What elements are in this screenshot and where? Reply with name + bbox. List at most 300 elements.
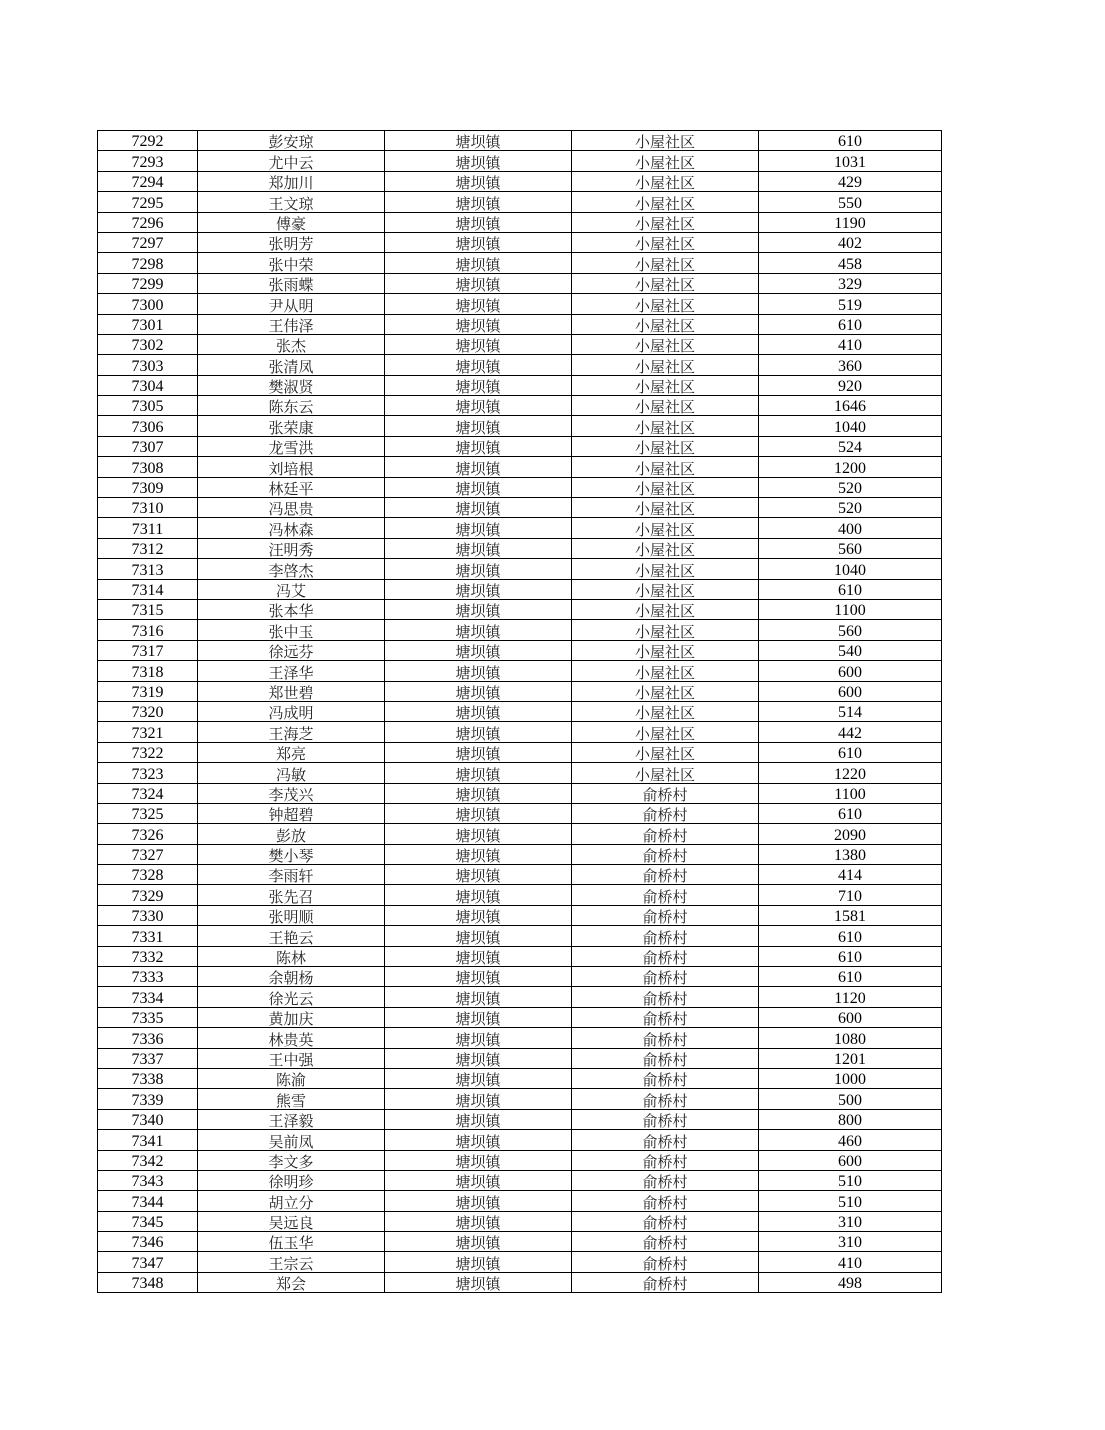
name-cell: 陈林 — [198, 946, 385, 966]
table-row — [98, 701, 942, 721]
table-row — [98, 1191, 942, 1211]
name-cell: 张本华 — [198, 599, 385, 619]
table-row — [98, 498, 942, 518]
row-number-cell: 7305 — [98, 396, 198, 416]
town-cell: 塘坝镇 — [385, 232, 572, 252]
row-number-cell: 7318 — [98, 661, 198, 681]
name-cell: 李雨轩 — [198, 865, 385, 885]
name-cell: 陈东云 — [198, 396, 385, 416]
row-number-cell: 7336 — [98, 1028, 198, 1048]
row-number-cell: 7301 — [98, 314, 198, 334]
amount-cell: 1220 — [759, 763, 942, 783]
amount-cell: 550 — [759, 192, 942, 212]
table-row — [98, 640, 942, 660]
table-body — [98, 131, 942, 1293]
name-cell: 龙雪洪 — [198, 436, 385, 456]
amount-cell: 329 — [759, 273, 942, 293]
table-row — [98, 844, 942, 864]
name-cell: 王泽华 — [198, 661, 385, 681]
table-row — [98, 1007, 942, 1027]
village-cell: 俞桥村 — [572, 987, 759, 1007]
village-cell: 小屋社区 — [572, 314, 759, 334]
name-cell: 胡立分 — [198, 1191, 385, 1211]
table-row — [98, 375, 942, 395]
row-number-cell: 7341 — [98, 1130, 198, 1150]
row-number-cell: 7306 — [98, 416, 198, 436]
name-cell: 郑加川 — [198, 171, 385, 191]
table-row — [98, 987, 942, 1007]
row-number-cell: 7295 — [98, 192, 198, 212]
town-cell: 塘坝镇 — [385, 803, 572, 823]
name-cell: 钟超碧 — [198, 803, 385, 823]
name-cell: 伍玉华 — [198, 1232, 385, 1252]
amount-cell: 610 — [759, 967, 942, 987]
table-row — [98, 1109, 942, 1129]
table-row — [98, 803, 942, 823]
name-cell: 张雨蝶 — [198, 273, 385, 293]
village-cell: 俞桥村 — [572, 1089, 759, 1109]
village-cell: 小屋社区 — [572, 640, 759, 660]
name-cell: 王宗云 — [198, 1252, 385, 1272]
town-cell: 塘坝镇 — [385, 294, 572, 314]
village-cell: 俞桥村 — [572, 1048, 759, 1068]
table-row — [98, 314, 942, 334]
village-cell: 小屋社区 — [572, 477, 759, 497]
village-cell: 小屋社区 — [572, 599, 759, 619]
name-cell: 林贵英 — [198, 1028, 385, 1048]
village-cell: 小屋社区 — [572, 375, 759, 395]
table-row — [98, 865, 942, 885]
town-cell: 塘坝镇 — [385, 1211, 572, 1231]
amount-cell: 540 — [759, 640, 942, 660]
amount-cell: 1120 — [759, 987, 942, 1007]
name-cell: 张中荣 — [198, 253, 385, 273]
row-number-cell: 7327 — [98, 844, 198, 864]
village-cell: 俞桥村 — [572, 824, 759, 844]
amount-cell: 560 — [759, 620, 942, 640]
table-row — [98, 620, 942, 640]
village-cell: 小屋社区 — [572, 232, 759, 252]
village-cell: 小屋社区 — [572, 212, 759, 232]
name-cell: 张中玉 — [198, 620, 385, 640]
village-cell: 小屋社区 — [572, 171, 759, 191]
village-cell: 俞桥村 — [572, 885, 759, 905]
amount-cell: 610 — [759, 131, 942, 151]
town-cell: 塘坝镇 — [385, 1150, 572, 1170]
town-cell: 塘坝镇 — [385, 579, 572, 599]
name-cell: 冯艾 — [198, 579, 385, 599]
town-cell: 塘坝镇 — [385, 457, 572, 477]
town-cell: 塘坝镇 — [385, 701, 572, 721]
village-cell: 小屋社区 — [572, 294, 759, 314]
town-cell: 塘坝镇 — [385, 1048, 572, 1068]
row-number-cell: 7307 — [98, 436, 198, 456]
amount-cell: 2090 — [759, 824, 942, 844]
village-cell: 小屋社区 — [572, 436, 759, 456]
row-number-cell: 7334 — [98, 987, 198, 1007]
amount-cell: 800 — [759, 1109, 942, 1129]
town-cell: 塘坝镇 — [385, 783, 572, 803]
name-cell: 徐远芬 — [198, 640, 385, 660]
amount-cell: 610 — [759, 314, 942, 334]
table-row — [98, 131, 942, 151]
row-number-cell: 7333 — [98, 967, 198, 987]
village-cell: 俞桥村 — [572, 905, 759, 925]
table-row — [98, 824, 942, 844]
village-cell: 俞桥村 — [572, 1109, 759, 1129]
table-row — [98, 1048, 942, 1068]
amount-cell: 1380 — [759, 844, 942, 864]
row-number-cell: 7293 — [98, 151, 198, 171]
village-cell: 俞桥村 — [572, 1068, 759, 1088]
name-cell: 李茂兴 — [198, 783, 385, 803]
row-number-cell: 7332 — [98, 946, 198, 966]
town-cell: 塘坝镇 — [385, 824, 572, 844]
table-row — [98, 1232, 942, 1252]
row-number-cell: 7339 — [98, 1089, 198, 1109]
town-cell: 塘坝镇 — [385, 844, 572, 864]
name-cell: 张先召 — [198, 885, 385, 905]
village-cell: 俞桥村 — [572, 803, 759, 823]
row-number-cell: 7331 — [98, 926, 198, 946]
data-table — [97, 130, 942, 1293]
table-row — [98, 518, 942, 538]
name-cell: 徐光云 — [198, 987, 385, 1007]
town-cell: 塘坝镇 — [385, 212, 572, 232]
name-cell: 彭安琼 — [198, 131, 385, 151]
village-cell: 小屋社区 — [572, 579, 759, 599]
name-cell: 王文琼 — [198, 192, 385, 212]
village-cell: 小屋社区 — [572, 722, 759, 742]
table-row — [98, 1089, 942, 1109]
town-cell: 塘坝镇 — [385, 396, 572, 416]
name-cell: 傅豪 — [198, 212, 385, 232]
name-cell: 张明芳 — [198, 232, 385, 252]
row-number-cell: 7311 — [98, 518, 198, 538]
village-cell: 小屋社区 — [572, 192, 759, 212]
row-number-cell: 7343 — [98, 1170, 198, 1190]
amount-cell: 524 — [759, 436, 942, 456]
village-cell: 小屋社区 — [572, 620, 759, 640]
table-row — [98, 273, 942, 293]
town-cell: 塘坝镇 — [385, 538, 572, 558]
village-cell: 俞桥村 — [572, 1130, 759, 1150]
row-number-cell: 7296 — [98, 212, 198, 232]
table-row — [98, 192, 942, 212]
table-row — [98, 926, 942, 946]
row-number-cell: 7315 — [98, 599, 198, 619]
amount-cell: 410 — [759, 334, 942, 354]
amount-cell: 402 — [759, 232, 942, 252]
village-cell: 小屋社区 — [572, 498, 759, 518]
amount-cell: 600 — [759, 1150, 942, 1170]
amount-cell: 1080 — [759, 1028, 942, 1048]
amount-cell: 600 — [759, 1007, 942, 1027]
row-number-cell: 7304 — [98, 375, 198, 395]
amount-cell: 500 — [759, 1089, 942, 1109]
town-cell: 塘坝镇 — [385, 375, 572, 395]
row-number-cell: 7324 — [98, 783, 198, 803]
amount-cell: 1031 — [759, 151, 942, 171]
row-number-cell: 7294 — [98, 171, 198, 191]
village-cell: 小屋社区 — [572, 538, 759, 558]
name-cell: 徐明珍 — [198, 1170, 385, 1190]
name-cell: 李啓杰 — [198, 559, 385, 579]
town-cell: 塘坝镇 — [385, 661, 572, 681]
name-cell: 郑亮 — [198, 742, 385, 762]
row-number-cell: 7299 — [98, 273, 198, 293]
row-number-cell: 7325 — [98, 803, 198, 823]
town-cell: 塘坝镇 — [385, 926, 572, 946]
amount-cell: 458 — [759, 253, 942, 273]
name-cell: 王海芝 — [198, 722, 385, 742]
town-cell: 塘坝镇 — [385, 640, 572, 660]
table-row — [98, 212, 942, 232]
table-row — [98, 885, 942, 905]
amount-cell: 600 — [759, 681, 942, 701]
village-cell: 小屋社区 — [572, 661, 759, 681]
town-cell: 塘坝镇 — [385, 253, 572, 273]
table-row — [98, 396, 942, 416]
town-cell: 塘坝镇 — [385, 559, 572, 579]
row-number-cell: 7313 — [98, 559, 198, 579]
name-cell: 熊雪 — [198, 1089, 385, 1109]
village-cell: 小屋社区 — [572, 681, 759, 701]
row-number-cell: 7340 — [98, 1109, 198, 1129]
name-cell: 李文多 — [198, 1150, 385, 1170]
amount-cell: 519 — [759, 294, 942, 314]
village-cell: 俞桥村 — [572, 865, 759, 885]
table-row — [98, 742, 942, 762]
town-cell: 塘坝镇 — [385, 1089, 572, 1109]
table-row — [98, 253, 942, 273]
row-number-cell: 7322 — [98, 742, 198, 762]
table-row — [98, 1170, 942, 1190]
town-cell: 塘坝镇 — [385, 763, 572, 783]
amount-cell: 460 — [759, 1130, 942, 1150]
row-number-cell: 7308 — [98, 457, 198, 477]
town-cell: 塘坝镇 — [385, 987, 572, 1007]
name-cell: 刘培根 — [198, 457, 385, 477]
table-row — [98, 599, 942, 619]
amount-cell: 610 — [759, 579, 942, 599]
amount-cell: 360 — [759, 355, 942, 375]
amount-cell: 520 — [759, 498, 942, 518]
town-cell: 塘坝镇 — [385, 1232, 572, 1252]
table-row — [98, 661, 942, 681]
table-row — [98, 1028, 942, 1048]
village-cell: 小屋社区 — [572, 334, 759, 354]
amount-cell: 442 — [759, 722, 942, 742]
name-cell: 郑世碧 — [198, 681, 385, 701]
town-cell: 塘坝镇 — [385, 151, 572, 171]
row-number-cell: 7328 — [98, 865, 198, 885]
town-cell: 塘坝镇 — [385, 1109, 572, 1129]
amount-cell: 1201 — [759, 1048, 942, 1068]
amount-cell: 520 — [759, 477, 942, 497]
amount-cell: 1100 — [759, 783, 942, 803]
name-cell: 尤中云 — [198, 151, 385, 171]
row-number-cell: 7345 — [98, 1211, 198, 1231]
table-row — [98, 457, 942, 477]
amount-cell: 310 — [759, 1232, 942, 1252]
town-cell: 塘坝镇 — [385, 1272, 572, 1292]
town-cell: 塘坝镇 — [385, 518, 572, 538]
village-cell: 小屋社区 — [572, 742, 759, 762]
table-row — [98, 722, 942, 742]
row-number-cell: 7312 — [98, 538, 198, 558]
row-number-cell: 7344 — [98, 1191, 198, 1211]
row-number-cell: 7348 — [98, 1272, 198, 1292]
town-cell: 塘坝镇 — [385, 967, 572, 987]
amount-cell: 310 — [759, 1211, 942, 1231]
row-number-cell: 7309 — [98, 477, 198, 497]
table-row — [98, 1130, 942, 1150]
amount-cell: 560 — [759, 538, 942, 558]
town-cell: 塘坝镇 — [385, 131, 572, 151]
table-row — [98, 967, 942, 987]
row-number-cell: 7329 — [98, 885, 198, 905]
town-cell: 塘坝镇 — [385, 498, 572, 518]
amount-cell: 414 — [759, 865, 942, 885]
village-cell: 小屋社区 — [572, 457, 759, 477]
name-cell: 冯成明 — [198, 701, 385, 721]
name-cell: 王泽毅 — [198, 1109, 385, 1129]
amount-cell: 1581 — [759, 905, 942, 925]
row-number-cell: 7321 — [98, 722, 198, 742]
village-cell: 小屋社区 — [572, 151, 759, 171]
town-cell: 塘坝镇 — [385, 192, 572, 212]
name-cell: 郑会 — [198, 1272, 385, 1292]
table-row — [98, 294, 942, 314]
town-cell: 塘坝镇 — [385, 865, 572, 885]
village-cell: 俞桥村 — [572, 1150, 759, 1170]
amount-cell: 1000 — [759, 1068, 942, 1088]
town-cell: 塘坝镇 — [385, 599, 572, 619]
amount-cell: 710 — [759, 885, 942, 905]
town-cell: 塘坝镇 — [385, 1028, 572, 1048]
table-row — [98, 1068, 942, 1088]
village-cell: 俞桥村 — [572, 1272, 759, 1292]
row-number-cell: 7326 — [98, 824, 198, 844]
row-number-cell: 7335 — [98, 1007, 198, 1027]
row-number-cell: 7338 — [98, 1068, 198, 1088]
town-cell: 塘坝镇 — [385, 355, 572, 375]
row-number-cell: 7347 — [98, 1252, 198, 1272]
name-cell: 冯思贵 — [198, 498, 385, 518]
name-cell: 樊淑贤 — [198, 375, 385, 395]
village-cell: 小屋社区 — [572, 559, 759, 579]
village-cell: 小屋社区 — [572, 355, 759, 375]
village-cell: 俞桥村 — [572, 1007, 759, 1027]
amount-cell: 920 — [759, 375, 942, 395]
amount-cell: 1040 — [759, 416, 942, 436]
row-number-cell: 7298 — [98, 253, 198, 273]
table-row — [98, 559, 942, 579]
row-number-cell: 7320 — [98, 701, 198, 721]
row-number-cell: 7323 — [98, 763, 198, 783]
town-cell: 塘坝镇 — [385, 334, 572, 354]
village-cell: 小屋社区 — [572, 518, 759, 538]
name-cell: 张杰 — [198, 334, 385, 354]
town-cell: 塘坝镇 — [385, 436, 572, 456]
row-number-cell: 7300 — [98, 294, 198, 314]
village-cell: 俞桥村 — [572, 1028, 759, 1048]
table-row — [98, 171, 942, 191]
town-cell: 塘坝镇 — [385, 477, 572, 497]
row-number-cell: 7303 — [98, 355, 198, 375]
row-number-cell: 7292 — [98, 131, 198, 151]
village-cell: 小屋社区 — [572, 416, 759, 436]
row-number-cell: 7342 — [98, 1150, 198, 1170]
amount-cell: 429 — [759, 171, 942, 191]
amount-cell: 600 — [759, 661, 942, 681]
row-number-cell: 7330 — [98, 905, 198, 925]
table-row — [98, 1211, 942, 1231]
name-cell: 吴前凤 — [198, 1130, 385, 1150]
village-cell: 小屋社区 — [572, 253, 759, 273]
table-row — [98, 1252, 942, 1272]
amount-cell: 510 — [759, 1170, 942, 1190]
table-row — [98, 905, 942, 925]
table-row — [98, 151, 942, 171]
row-number-cell: 7346 — [98, 1232, 198, 1252]
name-cell: 冯林森 — [198, 518, 385, 538]
village-cell: 俞桥村 — [572, 1252, 759, 1272]
table-row — [98, 681, 942, 701]
row-number-cell: 7314 — [98, 579, 198, 599]
table-row — [98, 783, 942, 803]
amount-cell: 400 — [759, 518, 942, 538]
name-cell: 张荣康 — [198, 416, 385, 436]
town-cell: 塘坝镇 — [385, 1170, 572, 1190]
town-cell: 塘坝镇 — [385, 1068, 572, 1088]
village-cell: 俞桥村 — [572, 946, 759, 966]
village-cell: 俞桥村 — [572, 926, 759, 946]
name-cell: 王中强 — [198, 1048, 385, 1068]
town-cell: 塘坝镇 — [385, 620, 572, 640]
row-number-cell: 7317 — [98, 640, 198, 660]
name-cell: 张清凤 — [198, 355, 385, 375]
table-row — [98, 1150, 942, 1170]
row-number-cell: 7302 — [98, 334, 198, 354]
name-cell: 王伟泽 — [198, 314, 385, 334]
table-row — [98, 232, 942, 252]
village-cell: 小屋社区 — [572, 131, 759, 151]
amount-cell: 610 — [759, 803, 942, 823]
town-cell: 塘坝镇 — [385, 314, 572, 334]
name-cell: 吴远良 — [198, 1211, 385, 1231]
village-cell: 俞桥村 — [572, 967, 759, 987]
village-cell: 俞桥村 — [572, 1211, 759, 1231]
village-cell: 俞桥村 — [572, 783, 759, 803]
amount-cell: 1040 — [759, 559, 942, 579]
row-number-cell: 7297 — [98, 232, 198, 252]
amount-cell: 1646 — [759, 396, 942, 416]
table-row — [98, 436, 942, 456]
town-cell: 塘坝镇 — [385, 885, 572, 905]
village-cell: 小屋社区 — [572, 396, 759, 416]
name-cell: 林廷平 — [198, 477, 385, 497]
name-cell: 樊小琴 — [198, 844, 385, 864]
town-cell: 塘坝镇 — [385, 946, 572, 966]
name-cell: 余朝杨 — [198, 967, 385, 987]
town-cell: 塘坝镇 — [385, 905, 572, 925]
table-row — [98, 538, 942, 558]
name-cell: 陈渝 — [198, 1068, 385, 1088]
name-cell: 彭放 — [198, 824, 385, 844]
town-cell: 塘坝镇 — [385, 171, 572, 191]
